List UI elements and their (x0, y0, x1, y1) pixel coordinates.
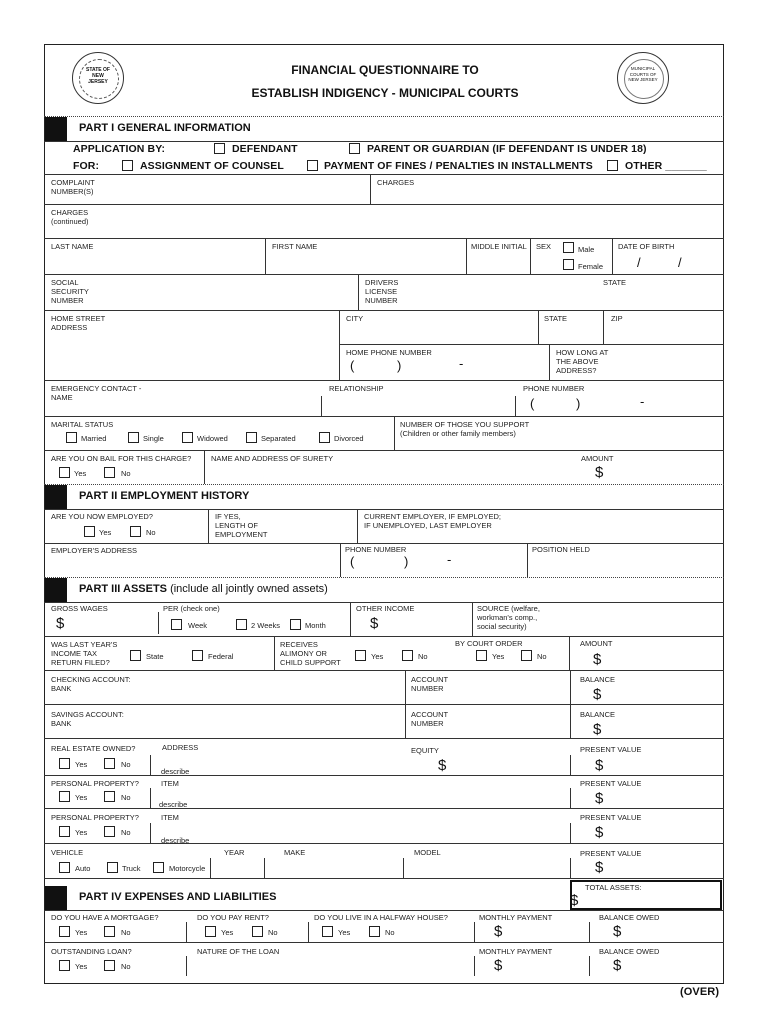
personal-2-no-label: No (121, 828, 131, 837)
relationship-label: RELATIONSHIP (329, 384, 384, 393)
real-estate-label: REAL ESTATE OWNED? (51, 744, 136, 753)
employer-phone-lparen: ( (350, 554, 355, 569)
alimony-amount-label: AMOUNT (580, 639, 613, 648)
savings-balance-label: BALANCE (580, 710, 616, 719)
checking-balance-label: BALANCE (580, 675, 616, 684)
home-phone-rparen: ) (397, 358, 402, 373)
parent-checkbox[interactable] (349, 143, 360, 154)
loan-no-checkbox[interactable] (104, 960, 115, 971)
first-name-label: FIRST NAME (272, 242, 318, 251)
emergency-phone-dash: - (640, 394, 645, 409)
surety-label: NAME AND ADDRESS OF SURETY (211, 454, 334, 463)
employer-phone-dash: - (447, 552, 452, 567)
home-phone-lparen: ( (350, 358, 355, 373)
assignment-label: ASSIGNMENT OF COUNSEL (140, 160, 284, 172)
halfway-no-label: No (385, 928, 395, 937)
mortgage-monthly-label: MONTHLY PAYMENT (479, 913, 553, 922)
part3-title: PART III ASSETS (79, 583, 168, 595)
separated-checkbox[interactable] (246, 432, 257, 443)
real-estate-value-dollar: $ (595, 757, 604, 774)
mortgage-yes-label: Yes (75, 928, 88, 937)
halfway-label: DO YOU LIVE IN A HALFWAY HOUSE? (314, 913, 448, 922)
checking-balance-dollar: $ (593, 686, 602, 703)
employed-label: ARE YOU NOW EMPLOYED? (51, 512, 153, 521)
form-title-line2: ESTABLISH INDIGENCY - MUNICIPAL COURTS (251, 86, 519, 100)
part3-title-sub: (include all jointly owned assets) (167, 583, 328, 595)
zip-label: ZIP (611, 314, 623, 323)
personal-1-no-label: No (121, 793, 131, 802)
tax-state-label: State (146, 652, 164, 661)
halfway-yes-label: Yes (338, 928, 351, 937)
bail-no-checkbox[interactable] (104, 467, 115, 478)
court-order-no-checkbox[interactable] (521, 650, 532, 661)
support-label: NUMBER OF THOSE YOU SUPPORT (Children or other family members) (400, 420, 530, 438)
total-assets-dollar: $ (570, 892, 579, 909)
male-checkbox[interactable] (563, 242, 574, 253)
real-estate-yes-checkbox[interactable] (59, 758, 70, 769)
personal-item-2-label: ITEM (161, 813, 179, 822)
bail-yes-checkbox[interactable] (59, 467, 70, 478)
court-order-yes-label: Yes (492, 652, 505, 661)
loan-nature-label: NATURE OF THE LOAN (197, 947, 280, 956)
license-state-label: STATE (603, 278, 627, 287)
payment-checkbox[interactable] (307, 160, 318, 171)
loan-balance-label: BALANCE OWED (599, 947, 660, 956)
position-held-label: POSITION HELD (532, 545, 590, 554)
mortgage-balance-label: BALANCE OWED (599, 913, 660, 922)
bail-yes-label: Yes (74, 469, 87, 478)
savings-account-label: ACCOUNT NUMBER (411, 710, 449, 728)
other-income-label: OTHER INCOME (356, 604, 415, 613)
personal-2-value-label: PRESENT VALUE (580, 813, 642, 822)
personal-property-1-label: PERSONAL PROPERTY? (51, 779, 139, 788)
city-label: CITY (346, 314, 364, 323)
mortgage-yes-checkbox[interactable] (59, 926, 70, 937)
equity-label: EQUITY (411, 746, 439, 755)
bail-no-label: No (121, 469, 131, 478)
middle-initial-label: MIDDLE INITIAL (471, 242, 527, 251)
auto-checkbox[interactable] (59, 862, 70, 873)
personal-1-describe-label: describe (159, 800, 188, 809)
court-order-label: BY COURT ORDER (455, 639, 523, 648)
employed-yes-checkbox[interactable] (84, 526, 95, 537)
how-long-label: HOW LONG AT THE ABOVE ADDRESS? (556, 348, 609, 375)
part3-header (45, 578, 723, 602)
motorcycle-checkbox[interactable] (153, 862, 164, 873)
charges-label: CHARGES (377, 178, 415, 187)
license-label: DRIVERS LICENSE NUMBER (365, 278, 399, 305)
tax-return-label: WAS LAST YEAR'S INCOME TAX RETURN FILED? (51, 640, 118, 667)
part1-title: PART I GENERAL INFORMATION (79, 122, 251, 134)
dob-slash-2: / (678, 255, 682, 270)
real-estate-no-checkbox[interactable] (104, 758, 115, 769)
separated-label: Separated (261, 434, 296, 443)
personal-1-value-dollar: $ (595, 790, 604, 807)
savings-label: SAVINGS ACCOUNT: BANK (51, 710, 124, 728)
halfway-yes-checkbox[interactable] (322, 926, 333, 937)
personal-2-yes-checkbox[interactable] (59, 826, 70, 837)
emergency-phone-rparen: ) (576, 396, 581, 411)
truck-label: Truck (122, 864, 141, 873)
loan-yes-label: Yes (75, 962, 88, 971)
for-label: FOR: (73, 160, 100, 172)
vehicle-value-dollar: $ (595, 859, 604, 876)
personal-1-value-label: PRESENT VALUE (580, 779, 642, 788)
tax-state-checkbox[interactable] (130, 650, 141, 661)
rent-yes-label: Yes (221, 928, 234, 937)
current-employer-label: CURRENT EMPLOYER, IF EMPLOYED; IF UNEMPLOYED, LAST EMPLOYER (364, 512, 501, 530)
auto-label: Auto (75, 864, 91, 873)
personal-2-describe-label: describe (161, 836, 190, 845)
bail-amount-dollar: $ (595, 464, 604, 481)
personal-item-1-label: ITEM (161, 779, 179, 788)
month-checkbox[interactable] (290, 619, 301, 630)
employed-yes-label: Yes (99, 528, 112, 537)
application-by-label: APPLICATION BY: (73, 143, 166, 155)
tax-federal-checkbox[interactable] (192, 650, 203, 661)
real-estate-address-label: ADDRESS (162, 743, 199, 752)
length-employment-label: IF YES, LENGTH OF EMPLOYMENT (215, 512, 268, 539)
dob-slash-1: / (637, 255, 641, 270)
employer-phone-label: PHONE NUMBER (345, 545, 407, 554)
equity-dollar: $ (438, 757, 447, 774)
tax-federal-label: Federal (208, 652, 234, 661)
marital-status-label: MARITAL STATUS (51, 420, 114, 429)
single-label: Single (143, 434, 164, 443)
loan-no-label: No (121, 962, 131, 971)
personal-1-no-checkbox[interactable] (104, 791, 115, 802)
month-label: Month (305, 621, 326, 630)
emergency-contact-label: EMERGENCY CONTACT - NAME (51, 384, 142, 402)
complaint-label: COMPLAINT NUMBER(S) (51, 178, 95, 196)
payment-label: PAYMENT OF FINES / PENALTIES IN INSTALLMENTS (324, 160, 593, 172)
home-phone-label: HOME PHONE NUMBER (346, 348, 432, 357)
parent-label: PARENT OR GUARDIAN (IF DEFENDANT IS UNDER 18) (367, 143, 647, 155)
sex-label: SEX (536, 242, 552, 251)
vehicle-year-label: YEAR (224, 848, 245, 857)
single-checkbox[interactable] (128, 432, 139, 443)
emergency-phone-label: PHONE NUMBER (523, 384, 585, 393)
ssn-label: SOCIAL SECURITY NUMBER (51, 278, 89, 305)
rent-yes-checkbox[interactable] (205, 926, 216, 937)
mortgage-label: DO YOU HAVE A MORTGAGE? (51, 913, 159, 922)
mortgage-no-checkbox[interactable] (104, 926, 115, 937)
savings-balance-dollar: $ (593, 721, 602, 738)
form-title-line1: FINANCIAL QUESTIONNAIRE TO (291, 63, 479, 77)
charges-continued-label: CHARGES (continued) (51, 208, 89, 226)
state-seal-text: STATE OF NEW JERSEY (86, 67, 110, 85)
home-phone-dash: - (459, 356, 464, 371)
alimony-yes-checkbox[interactable] (355, 650, 366, 661)
loan-balance-dollar: $ (613, 957, 622, 974)
home-address-label: HOME STREET ADDRESS (51, 314, 106, 332)
alimony-no-label: No (418, 652, 428, 661)
other-income-dollar: $ (370, 615, 379, 632)
last-name-label: LAST NAME (51, 242, 94, 251)
female-checkbox[interactable] (563, 259, 574, 270)
loan-yes-checkbox[interactable] (59, 960, 70, 971)
part2-title: PART II EMPLOYMENT HISTORY (79, 490, 250, 502)
employer-address-label: EMPLOYER'S ADDRESS (51, 546, 138, 555)
week-label: Week (188, 621, 208, 630)
truck-checkbox[interactable] (107, 862, 118, 873)
emergency-phone-lparen: ( (530, 396, 535, 411)
real-estate-yes-label: Yes (75, 760, 88, 769)
rent-no-checkbox[interactable] (252, 926, 263, 937)
alimony-no-checkbox[interactable] (402, 650, 413, 661)
over-label: (OVER) (680, 986, 720, 998)
dob-label: DATE OF BIRTH (618, 242, 675, 251)
personal-property-2-label: PERSONAL PROPERTY? (51, 813, 139, 822)
vehicle-value-label: PRESENT VALUE (580, 849, 642, 858)
week-checkbox[interactable] (171, 619, 182, 630)
married-checkbox[interactable] (66, 432, 77, 443)
part3-title-wrap (79, 583, 328, 595)
checking-label: CHECKING ACCOUNT: BANK (51, 675, 131, 693)
female-label: Female (578, 262, 604, 271)
alimony-amount-dollar: $ (593, 651, 602, 668)
two-weeks-label: 2 Weeks (251, 621, 281, 630)
gross-wages-label: GROSS WAGES (51, 604, 108, 613)
checking-account-label: ACCOUNT NUMBER (411, 675, 449, 693)
address-state-label: STATE (544, 314, 568, 323)
other-checkbox[interactable] (607, 160, 618, 171)
married-label: Married (81, 434, 107, 443)
divorced-checkbox[interactable] (319, 432, 330, 443)
alimony-yes-label: Yes (371, 652, 384, 661)
rent-no-label: No (268, 928, 278, 937)
total-assets-label: TOTAL ASSETS: (585, 883, 642, 892)
male-label: Male (578, 245, 595, 254)
vehicle-make-label: MAKE (284, 848, 306, 857)
part1-header (45, 117, 723, 141)
personal-1-yes-checkbox[interactable] (59, 791, 70, 802)
mortgage-monthly-dollar: $ (494, 923, 503, 940)
vehicle-label: VEHICLE (51, 848, 84, 857)
assignment-checkbox[interactable] (122, 160, 133, 171)
bail-label: ARE YOU ON BAIL FOR THIS CHARGE? (51, 454, 192, 463)
personal-1-yes-label: Yes (75, 793, 88, 802)
per-label: PER (check one) (163, 604, 220, 613)
divorced-label: Divorced (334, 434, 364, 443)
court-order-yes-checkbox[interactable] (476, 650, 487, 661)
personal-2-no-checkbox[interactable] (104, 826, 115, 837)
part2-header (45, 485, 723, 509)
two-weeks-checkbox[interactable] (236, 619, 247, 630)
personal-2-yes-label: Yes (75, 828, 88, 837)
rent-label: DO YOU PAY RENT? (197, 913, 269, 922)
real-estate-describe-label: describe (161, 767, 190, 776)
real-estate-no-label: No (121, 760, 131, 769)
widowed-checkbox[interactable] (182, 432, 193, 443)
personal-2-value-dollar: $ (595, 824, 604, 841)
vehicle-model-label: MODEL (414, 848, 441, 857)
other-label: OTHER _______ (625, 160, 707, 172)
employer-phone-rparen: ) (404, 554, 409, 569)
loan-label: OUTSTANDING LOAN? (51, 947, 132, 956)
defendant-label: DEFENDANT (232, 143, 298, 155)
part4-title: PART IV EXPENSES AND LIABILITIES (79, 891, 277, 903)
real-estate-value-label: PRESENT VALUE (580, 745, 642, 754)
gross-wages-dollar: $ (56, 615, 65, 632)
motorcycle-label: Motorcycle (169, 864, 206, 873)
employed-no-label: No (146, 528, 156, 537)
mortgage-no-label: No (121, 928, 131, 937)
halfway-no-checkbox[interactable] (369, 926, 380, 937)
source-label: SOURCE (welfare, workman's comp., social security) (477, 604, 540, 631)
loan-monthly-label: MONTHLY PAYMENT (479, 947, 553, 956)
part4-header (45, 886, 565, 910)
widowed-label: Widowed (197, 434, 228, 443)
court-seal-text: MUNICIPAL COURTS OF NEW JERSEY (628, 66, 658, 82)
bail-amount-label: AMOUNT (581, 454, 614, 463)
loan-monthly-dollar: $ (494, 957, 503, 974)
alimony-label: RECEIVES ALIMONY OR CHILD SUPPORT (280, 640, 341, 667)
court-order-no-label: No (537, 652, 547, 661)
defendant-checkbox[interactable] (214, 143, 225, 154)
mortgage-balance-dollar: $ (613, 923, 622, 940)
employed-no-checkbox[interactable] (130, 526, 141, 537)
